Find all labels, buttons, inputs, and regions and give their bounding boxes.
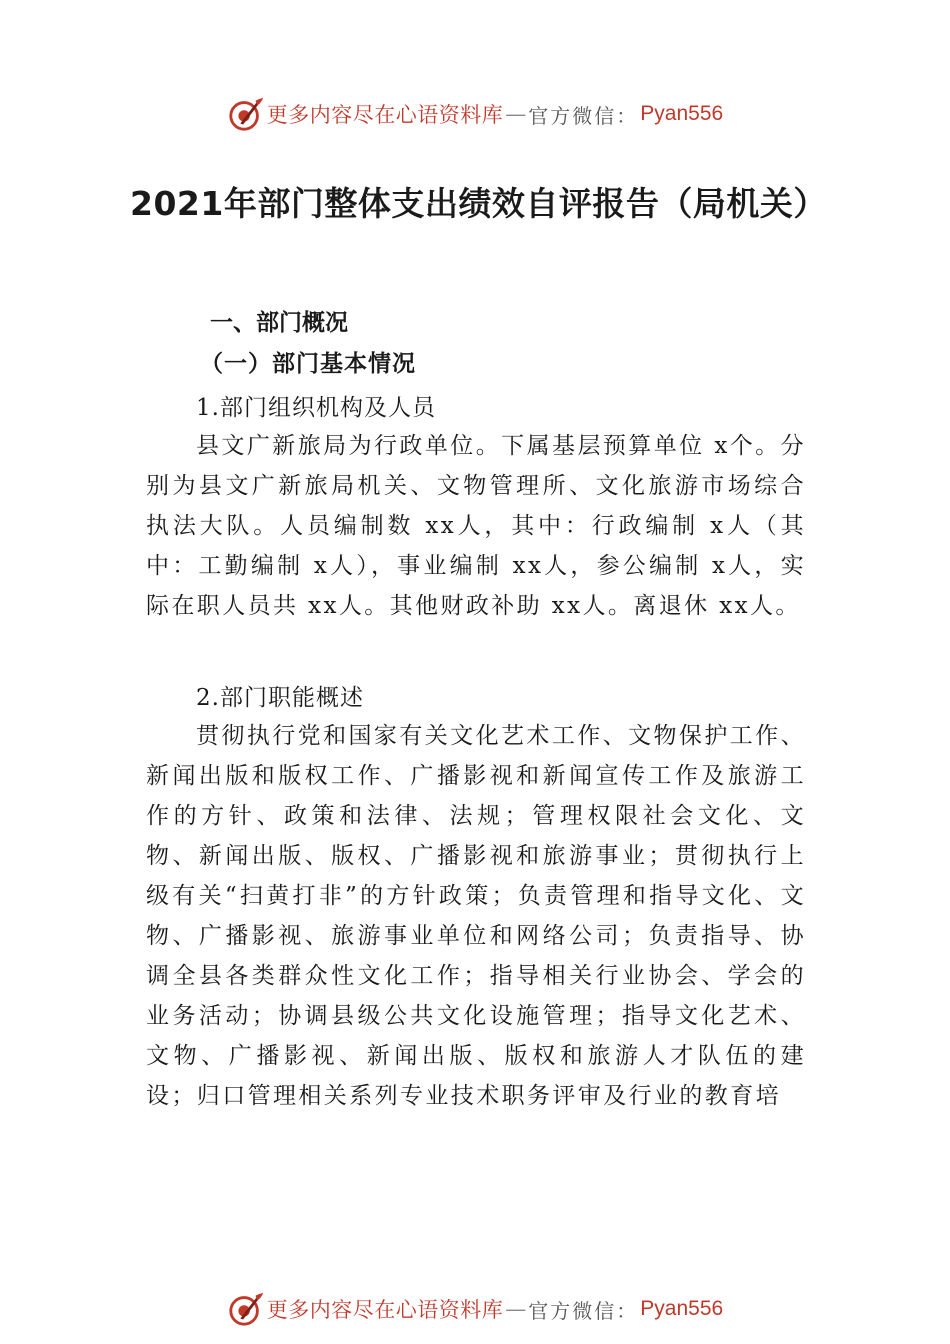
wechat-label: 官方微信： bbox=[528, 1298, 639, 1323]
item-heading-functions: 2.部门职能概述 bbox=[196, 685, 364, 711]
wechat-label: 官方微信： bbox=[528, 103, 639, 128]
watermark-separator: — bbox=[505, 102, 527, 126]
subsection-heading: （一）部门基本情况 bbox=[200, 350, 416, 377]
watermark-footer bbox=[0, 1289, 950, 1329]
watermark-text: 更多内容尽在心语资料库 bbox=[266, 1298, 504, 1322]
wechat-id: Pyan556 bbox=[640, 102, 724, 125]
watermark-header bbox=[0, 94, 950, 134]
section-heading: 一、部门概况 bbox=[210, 310, 348, 336]
quill-logo-icon bbox=[227, 1290, 265, 1328]
watermark-separator: — bbox=[505, 1297, 527, 1321]
paragraph-functions: 贯彻执行党和国家有关文化艺术工作、文物保护工作、新闻出版和版权工作、广播影视和新闻宣传工作及旅游工作的方针、政策和法律、法规；管理权限社会文化、文物、新闻出版、版权、广播影视和旅游事业；贯彻执行上级有关“扫黄打非”的方针政策；负责管理和指导文化、文物、广播影视、旅游事业单位和网络公司；负责指导、协调全县各类群众性文化工作；指导相关行业协会、学会的业务活动；协调县级公共文化设施管理；指导文化艺术、文物、广播影视、新闻出版、版权和旅游人才队伍的建设；归口管理相关系列专业技术职务评审及行业的教育培 bbox=[146, 723, 806, 1109]
paragraph-staff: 县文广新旅局为行政单位。下属基层预算单位 x个。分别为县文广新旅局机关、文物管理所、文化旅游市场综合执法大队。人员编制数 xx人，其中：行政编制 x人（其中：工勤编制 x人），事业编制 xx人，参公编制 x人，实际在职人员共 xx人。其他财政补助 xx人。离退休 xx人。 bbox=[146, 433, 806, 619]
watermark-text: 更多内容尽在心语资料库 bbox=[266, 103, 504, 127]
item-heading-staff: 1.部门组织机构及人员 bbox=[196, 395, 436, 421]
document-title: 2021年部门整体支出绩效自评报告（局机关） bbox=[130, 184, 827, 223]
wechat-id: Pyan556 bbox=[640, 1297, 724, 1320]
quill-logo-icon bbox=[227, 95, 265, 133]
